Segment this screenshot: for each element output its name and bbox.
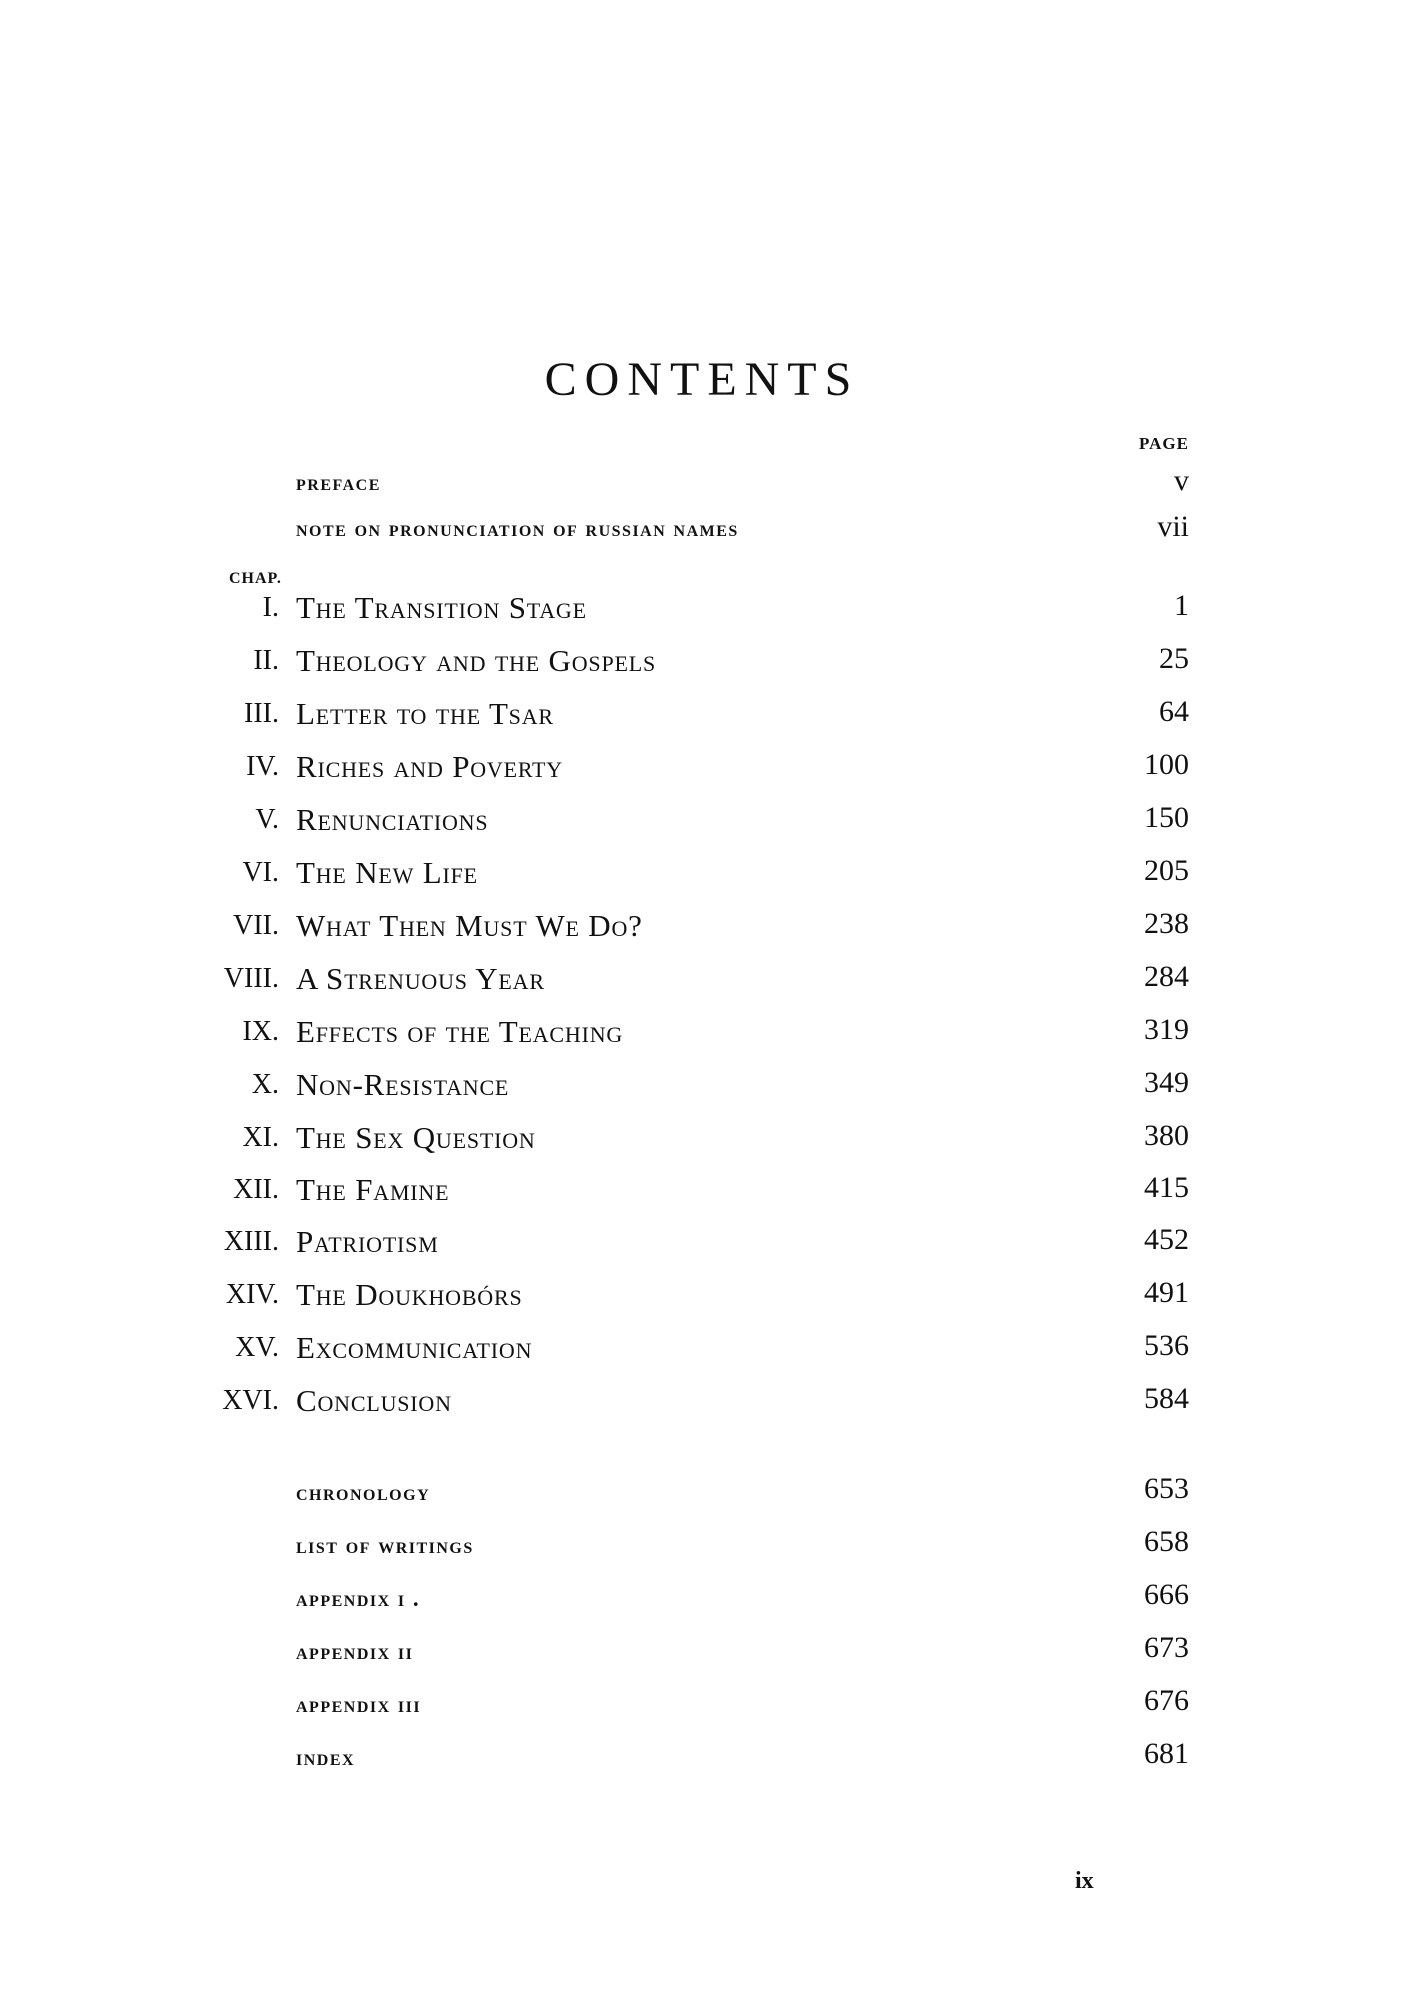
chapter-numeral: II. [253, 645, 279, 676]
toc-chapter-row [0, 1118, 1404, 1158]
chapter-title: A Strenuous Year [296, 961, 545, 996]
toc-front-row [0, 508, 1404, 548]
chapter-title: Patriotism [296, 1224, 439, 1259]
toc-chapter-row [0, 1328, 1404, 1368]
toc-page-number: 238 [1144, 907, 1189, 940]
toc-chapter-row [0, 1012, 1404, 1052]
toc-chapter-row [0, 1381, 1404, 1421]
chapter-numeral: XI. [242, 1122, 279, 1153]
toc-page-number: 64 [1159, 695, 1189, 728]
toc-chapter-row [0, 853, 1404, 893]
toc-page-number: 536 [1144, 1329, 1189, 1362]
chapter-numeral: III. [244, 698, 279, 729]
toc-page-number: 653 [1144, 1472, 1189, 1505]
page-folio: ix [1075, 1868, 1094, 1894]
chapter-numeral: X. [251, 1069, 279, 1100]
chapter-title: Theology and the Gospels [296, 643, 656, 678]
page-column-header: PAGE [1139, 434, 1189, 453]
toc-page-number: 658 [1144, 1525, 1189, 1558]
toc-back-row [0, 1578, 1404, 1618]
toc-chapter-row [0, 1222, 1404, 1262]
toc-page-number: 681 [1144, 1737, 1189, 1770]
toc-page-number: v [1174, 464, 1189, 497]
toc-chapter-row [0, 906, 1404, 946]
toc-back-row [0, 1684, 1404, 1724]
chapter-numeral: XVI. [222, 1385, 279, 1416]
toc-back-row [0, 1525, 1404, 1565]
toc-entry-label: note on pronunciation of russian names [296, 516, 739, 541]
toc-chapter-row [0, 641, 1404, 681]
toc-page-number: 584 [1144, 1382, 1189, 1415]
chapter-title: Excommunication [296, 1330, 533, 1365]
toc-chapter-row [0, 959, 1404, 999]
toc-entry-label: list of writings [296, 1533, 474, 1558]
chapter-title: The Doukhobórs [296, 1277, 523, 1312]
toc-back-row [0, 1631, 1404, 1671]
toc-page-number: 319 [1144, 1013, 1189, 1046]
chapter-title: What Then Must We Do? [296, 908, 643, 943]
toc-page-number: 666 [1144, 1578, 1189, 1611]
toc-chapter-row [0, 588, 1404, 628]
chapter-title: The New Life [296, 855, 478, 890]
chapter-title: Letter to the Tsar [296, 696, 554, 731]
toc-page-number: 452 [1144, 1223, 1189, 1256]
toc-chapter-row [0, 694, 1404, 734]
chapter-numeral: XII. [233, 1174, 279, 1205]
toc-entry-label: appendix iii [296, 1692, 422, 1717]
chapter-numeral: I. [262, 592, 279, 623]
chapter-numeral: XIII. [223, 1226, 279, 1257]
toc-page-number: 205 [1144, 854, 1189, 887]
chapter-title: Renunciations [296, 802, 489, 837]
chapter-numeral: XIV. [225, 1279, 279, 1310]
toc-page-number: 676 [1144, 1684, 1189, 1717]
toc-back-row [0, 1737, 1404, 1777]
toc-entry-label: chronology [296, 1480, 431, 1505]
chapter-title: The Transition Stage [296, 590, 587, 625]
page-title: CONTENTS [544, 353, 860, 406]
toc-chapter-row [0, 1275, 1404, 1315]
toc-chapter-row [0, 1170, 1404, 1210]
toc-chapter-row [0, 1065, 1404, 1105]
toc-chapter-row [0, 747, 1404, 787]
chapter-numeral: VII. [233, 910, 279, 941]
chapter-numeral: VIII. [223, 963, 279, 994]
toc-page-number: 380 [1144, 1119, 1189, 1152]
toc-entry-label: index [296, 1745, 356, 1770]
toc-front-row [0, 462, 1404, 502]
toc-entry-label: appendix i . [296, 1586, 421, 1611]
toc-page-number: 415 [1144, 1171, 1189, 1204]
chapter-title: The Famine [296, 1172, 450, 1207]
toc-page-number: vii [1157, 510, 1189, 543]
toc-page-number: 349 [1144, 1066, 1189, 1099]
toc-back-row [0, 1472, 1404, 1512]
chapter-column-header: CHAP. [229, 570, 282, 587]
chapter-title: Conclusion [296, 1383, 452, 1418]
toc-page-number: 1 [1174, 589, 1189, 622]
toc-chapter-row [0, 800, 1404, 840]
chapter-numeral: V. [255, 804, 279, 835]
toc-entry-label: appendix ii [296, 1639, 414, 1664]
toc-page-number: 25 [1159, 642, 1189, 675]
toc-page-number: 150 [1144, 801, 1189, 834]
toc-page-number: 673 [1144, 1631, 1189, 1664]
chapter-title: Effects of the Teaching [296, 1014, 624, 1049]
toc-page-number: 491 [1144, 1276, 1189, 1309]
toc-entry-label: preface [296, 470, 381, 495]
chapter-title: Non-Resistance [296, 1067, 510, 1102]
chapter-title: Riches and Poverty [296, 749, 563, 784]
chapter-numeral: IX. [242, 1016, 279, 1047]
chapter-numeral: XV. [235, 1332, 279, 1363]
chapter-numeral: IV. [246, 751, 279, 782]
toc-page-number: 100 [1144, 748, 1189, 781]
chapter-numeral: VI. [242, 857, 279, 888]
chapter-title: The Sex Question [296, 1120, 536, 1155]
toc-page-number: 284 [1144, 960, 1189, 993]
